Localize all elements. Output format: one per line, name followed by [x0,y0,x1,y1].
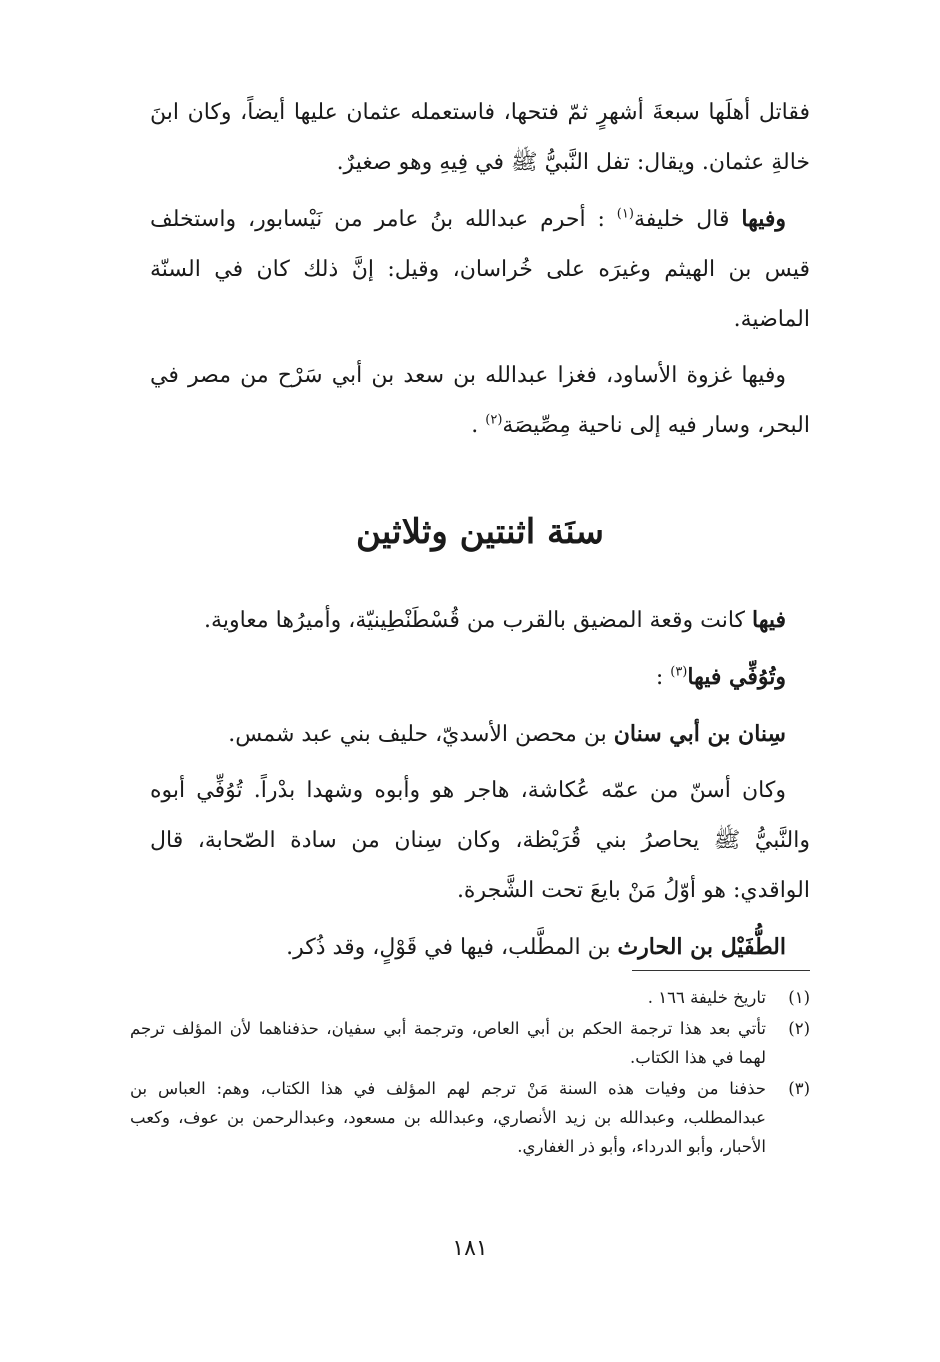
paragraph-6 [150,709,810,760]
page-number: ١٨١ [452,1236,488,1261]
footnote-number: (١) [788,988,810,1007]
page-body [150,88,810,979]
paragraph-2-text-b: : أحرم عبدالله بنُ عامر من نَيْسابور، واستخلف قيس بن الهيثم وغيرَه على خُراسان، وقيل: إنَّ ذلك كان في السنّة الماضية. [150,207,810,332]
paragraph-7 [150,766,810,916]
paragraph-1-text: فقاتل أهلَها سبعةَ أشهرٍ ثمّ فتحها، فاستعمله عثمان عليها أيضاً، وكان ابنَ خالةِ عثمان. ويقال: تفل النَّبيُّ ﷺ في فِيهِ وهو صغيرٌ. [150,100,810,175]
footnote-divider [632,970,810,971]
footnote-3 [130,1074,810,1161]
paragraph-4-text: كانت وقعة المضيق بالقرب من قُسْطَنْطِينيّة، وأميرُها معاوية. [204,608,752,633]
paragraph-1 [150,88,810,188]
paragraph-2-text-a: قال خليفة [633,207,742,232]
paragraph-8 [150,922,810,973]
footnote-text: تاريخ خليفة ١٦٦ . [647,988,766,1007]
paragraph-7-text: وكان أسنّ من عمّه عُكاشة، هاجر هو وأبوه وشهدا بدْراً. تُوُفِّي أبوه والنَّبيُّ ﷺ يحاصرُ بني قُرَيْظة، وكان سِنان من سادة الصّحابة، قال الواقدي: هو أوّلُ مَنْ بايعَ تحت الشَّجرة. [150,778,810,903]
footnote-2 [130,1014,810,1072]
paragraph-6-text: بن محصن الأسديّ، حليف بني عبد شمس. [228,722,614,747]
footnotes [130,983,810,1163]
paragraph-3-text-a: وفيها غزوة الأساود، فغزا عبدالله بن سعد بن أبي سَرْح من مصر في البحر، وسار فيه إلى ناحية مِصِّيصَة [150,363,810,438]
footnote-text: تأتي بعد هذا ترجمة الحكم بن أبي العاص، وترجمة أبي سفيان، حذفناهما لأن المؤلف ترجم لهما في هذا الكتاب. [130,1019,766,1067]
paragraph-8-text: بن المطَّلب، فيها في قَوْلٍ، وقد ذُكر. [286,935,618,960]
paragraph-6-lead: سِنان بن أبي سنان [613,721,786,747]
paragraph-3 [150,351,810,451]
footnote-ref-3[interactable]: (٣) [670,664,688,680]
footnote-1 [130,983,810,1012]
paragraph-5-lead: وتُوُفِّي فيها [687,664,786,690]
footnote-ref-2[interactable]: (٢) [485,412,503,428]
paragraph-3-text-b: . [471,413,486,438]
paragraph-5-text: : [655,665,671,690]
paragraph-2 [150,194,810,345]
paragraph-4 [150,595,810,646]
paragraph-2-lead: وفيها [741,206,787,232]
paragraph-5 [150,652,810,703]
footnote-ref-1[interactable]: (١) [616,206,634,222]
paragraph-4-lead: فيها [752,607,786,633]
footnote-number: (٣) [788,1079,810,1098]
paragraph-8-lead: الطُّفَيْل بن الحارث [617,934,786,960]
section-heading: سنَة اثنتين وثلاثين [356,512,604,552]
footnote-number: (٢) [788,1019,810,1038]
footnote-text: حذفنا من وفيات هذه السنة مَنْ ترجم لهم المؤلف في هذا الكتاب، وهم: العباس بن عبدالمطلب، وعبدالله بن زيد الأنصاري، وعبدالله بن مسعود، وعبدالرحمن بن عوف، وكعب الأحبار، وأبو الدرداء، وأبو ذر الغفاري. [130,1079,766,1156]
